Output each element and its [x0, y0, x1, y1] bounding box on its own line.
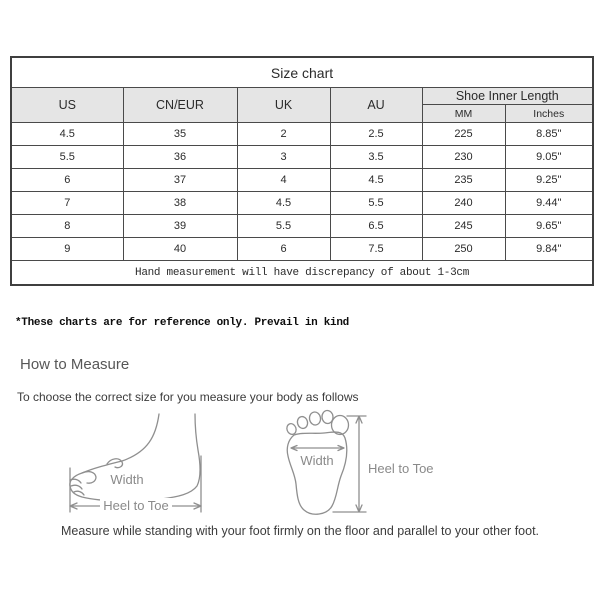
cell-us: 6	[11, 169, 123, 192]
cell-mm: 235	[422, 169, 505, 192]
col-header-uk: UK	[237, 88, 330, 123]
width-arrow	[291, 446, 344, 451]
col-header-mm: MM	[422, 105, 505, 123]
toe-lines-icon	[70, 472, 96, 495]
table-footnote: Hand measurement will have discrepancy of about 1-3cm	[11, 261, 593, 286]
cell-inches: 9.05"	[505, 146, 593, 169]
cell-cneur: 40	[123, 238, 237, 261]
col-header-us: US	[11, 88, 123, 123]
how-to-measure-heading: How to Measure	[20, 356, 130, 373]
table-title: Size chart	[11, 57, 593, 88]
cell-us: 7	[11, 192, 123, 215]
cell-inches: 9.44"	[505, 192, 593, 215]
cell-cneur: 39	[123, 215, 237, 238]
cell-uk: 4	[237, 169, 330, 192]
cell-mm: 250	[422, 238, 505, 261]
cell-au: 4.5	[330, 169, 422, 192]
cell-cneur: 37	[123, 169, 237, 192]
col-header-inner-length: Shoe Inner Length	[422, 88, 593, 105]
col-header-inches: Inches	[505, 105, 593, 123]
cell-mm: 225	[422, 123, 505, 146]
cell-au: 7.5	[330, 238, 422, 261]
table-row	[11, 238, 593, 261]
size-chart-table	[10, 56, 594, 286]
foot-side-outline-icon	[70, 414, 200, 501]
side-width-label: Width	[110, 472, 144, 487]
cell-us: 8	[11, 215, 123, 238]
cell-mm: 240	[422, 192, 505, 215]
cell-mm: 245	[422, 215, 505, 238]
top-heel-to-toe-label: Heel to Toe	[368, 461, 434, 476]
table-row	[11, 123, 593, 146]
cell-us: 4.5	[11, 123, 123, 146]
cell-cneur: 36	[123, 146, 237, 169]
big-toe-icon	[332, 416, 349, 435]
cell-au: 6.5	[330, 215, 422, 238]
bottom-measure-note: Measure while standing with your foot firmly on the floor and parallel to your other foot.	[60, 524, 540, 538]
heel-to-toe-vertical-arrow	[333, 416, 366, 512]
cell-uk: 5.5	[237, 215, 330, 238]
cell-inches: 9.84"	[505, 238, 593, 261]
cell-inches: 8.85"	[505, 123, 593, 146]
cell-inches: 9.65"	[505, 215, 593, 238]
top-width-label: Width	[300, 453, 334, 468]
reference-note: *These charts are for reference only. Prevail in kind	[15, 317, 349, 329]
cell-au: 2.5	[330, 123, 422, 146]
side-heel-to-toe-label: Heel to Toe	[103, 498, 169, 513]
cell-uk: 6	[237, 238, 330, 261]
table-row	[11, 169, 593, 192]
cell-inches: 9.25"	[505, 169, 593, 192]
toe-icon	[296, 415, 309, 429]
cell-cneur: 38	[123, 192, 237, 215]
col-header-au: AU	[330, 88, 422, 123]
toe-icon	[285, 422, 297, 435]
foot-side-view-diagram	[58, 406, 262, 530]
cell-mm: 230	[422, 146, 505, 169]
cell-au: 5.5	[330, 192, 422, 215]
footprint-top-view-diagram	[275, 401, 475, 525]
table-row	[11, 146, 593, 169]
cell-uk: 3	[237, 146, 330, 169]
cell-us: 9	[11, 238, 123, 261]
table-row	[11, 192, 593, 215]
col-header-cneur: CN/EUR	[123, 88, 237, 123]
measure-instruction-text: To choose the correct size for you measure your body as follows	[17, 390, 359, 404]
cell-uk: 2	[237, 123, 330, 146]
cell-au: 3.5	[330, 146, 422, 169]
cell-us: 5.5	[11, 146, 123, 169]
toe-icon	[308, 411, 321, 426]
cell-uk: 4.5	[237, 192, 330, 215]
table-row	[11, 215, 593, 238]
sole-outline-icon	[287, 432, 347, 514]
cell-cneur: 35	[123, 123, 237, 146]
